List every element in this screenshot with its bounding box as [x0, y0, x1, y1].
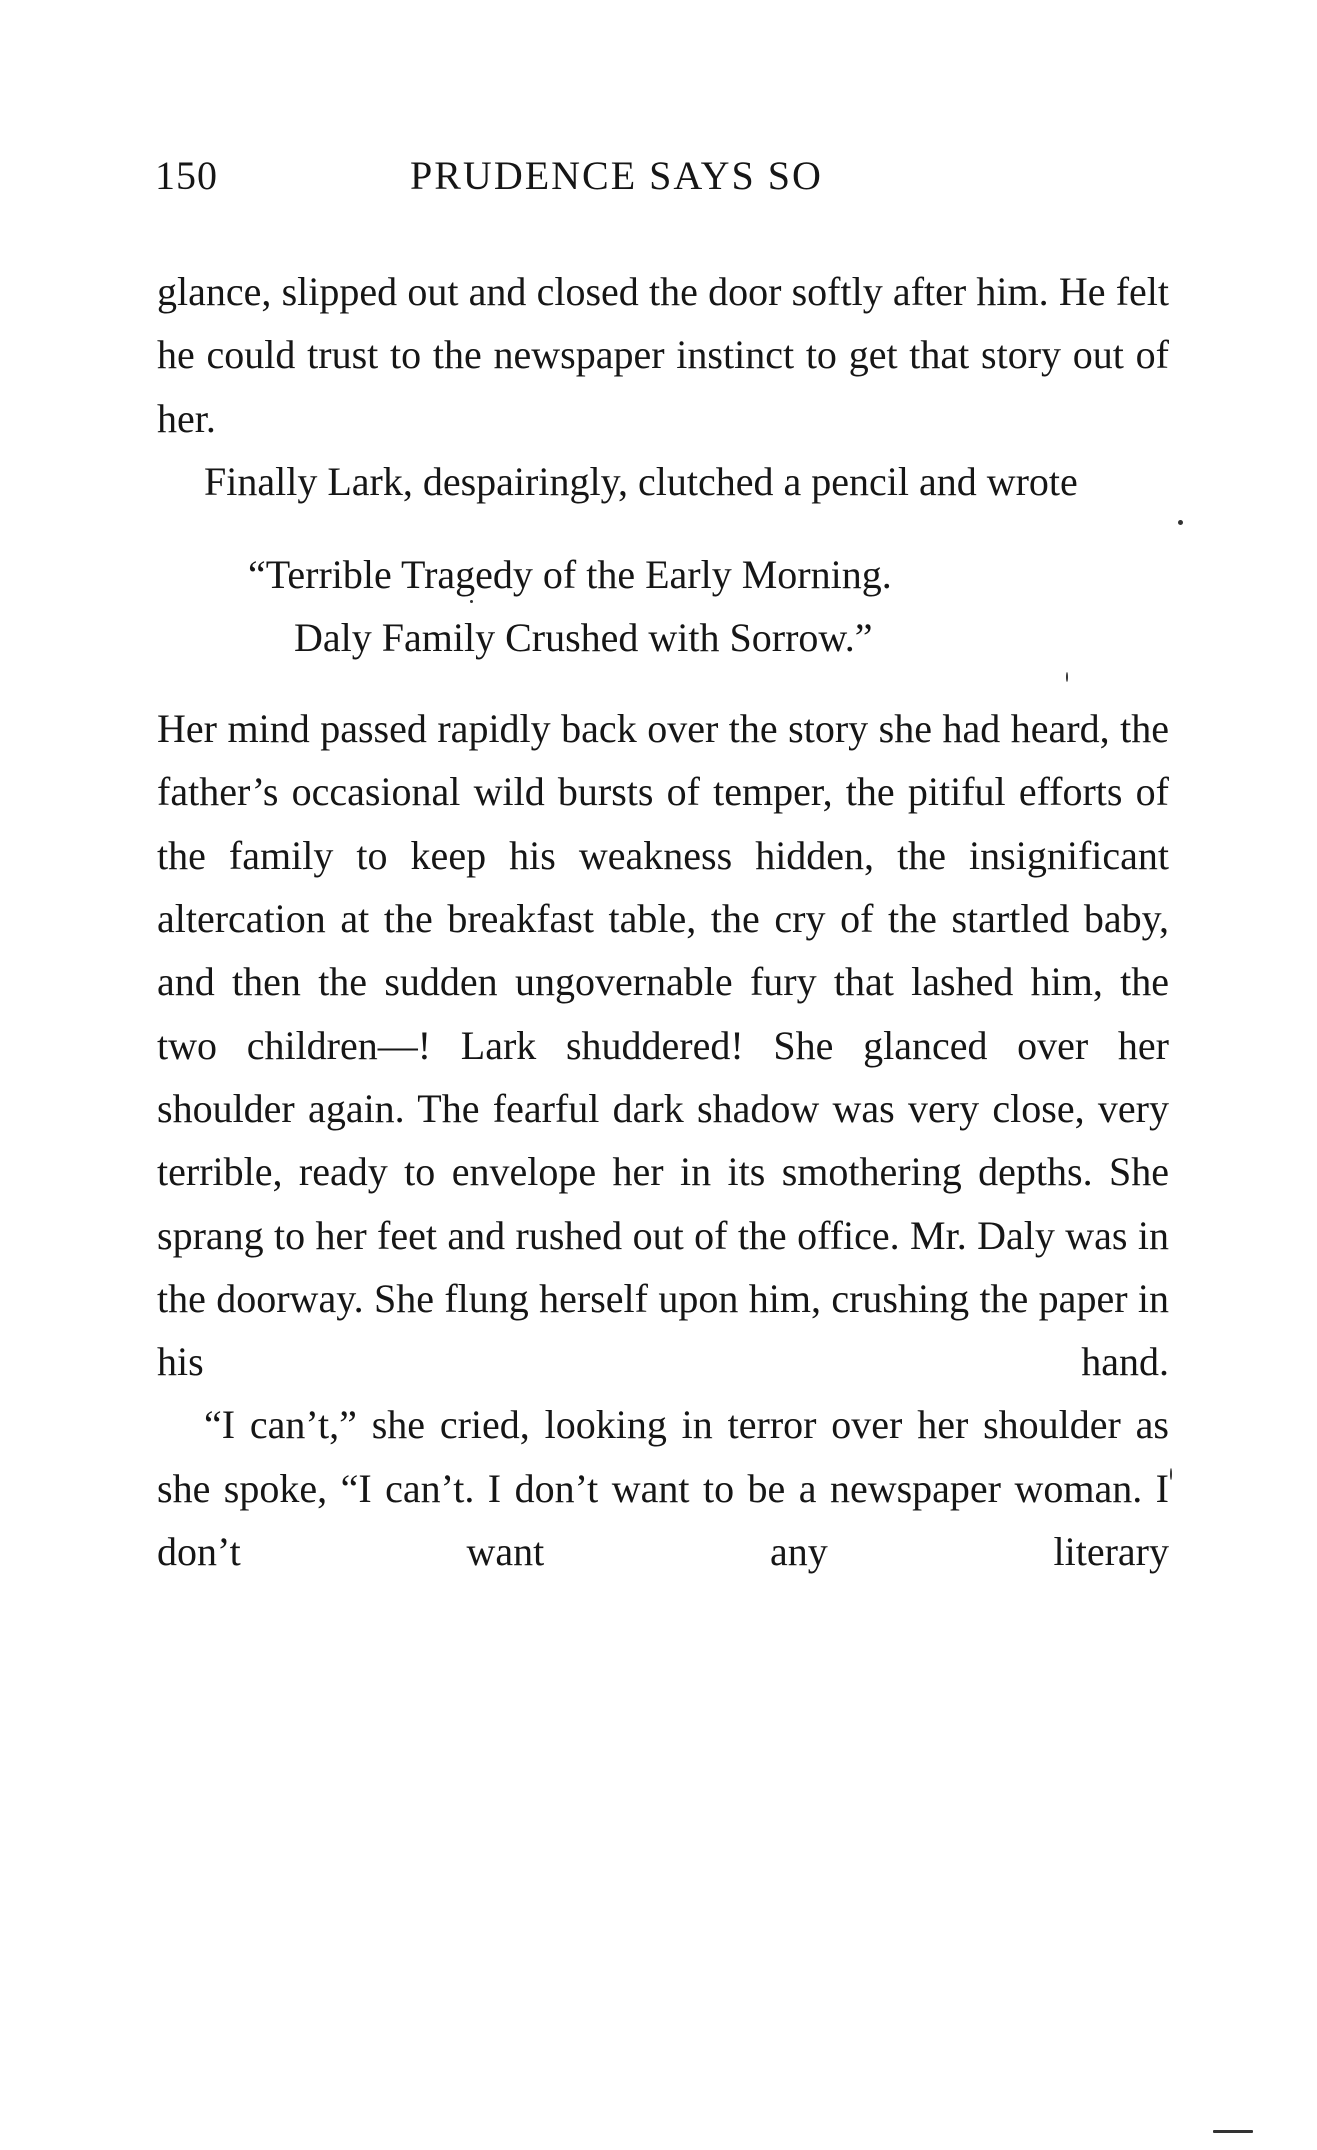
paragraph-her-mind: Her mind passed rapidly back over the story she had heard, the father’s occasional wild bursts of temper, the pitiful efforts of the family to keep his weakness hidden, the insignificant altercation at the breakfast table, the cry of the startled baby, and then the sudden ungovernable fury that lashed him, the two children—! Lark shuddered! She glanced over her shoulder again. The fearful dark shadow was very close, very terrible, ready to envelope her in its smothering depths. She sprang to her feet and rushed out of the office. Mr. Daly was in the doorway. She flung herself upon him, crushing the paper in his hand.	[157, 706, 1169, 1385]
paragraph-finally-lark: Finally Lark, despairingly, clutched a pencil and wrote	[204, 458, 1078, 504]
print-speck	[1066, 672, 1068, 682]
book-title: PRUDENCE SAYS SO	[410, 153, 823, 198]
running-head	[155, 152, 1165, 202]
text-block	[157, 260, 1169, 1583]
paragraph-continuation: glance, slipped out and closed the door softly after him. He felt he could trust to the newspaper instinct to get that story out of her.	[157, 269, 1169, 441]
paragraph-i-cant: “I can’t,” she cried, looking in terror over her shoulder as she spoke, “I can’t. I don’t want to be a newspaper woman. I don’t want any literary	[157, 1402, 1169, 1575]
print-speck	[1213, 2130, 1253, 2133]
headline-line-2: Daly Family Crushed with Sorrow.”	[294, 615, 873, 661]
print-speck	[1178, 520, 1183, 525]
print-speck	[1170, 1468, 1172, 1480]
print-speck	[470, 600, 473, 603]
headline-line-1: “Terrible Tragedy of the Early Morning.	[248, 552, 892, 598]
headline-verse	[157, 543, 1169, 669]
page-number: 150	[155, 153, 218, 198]
